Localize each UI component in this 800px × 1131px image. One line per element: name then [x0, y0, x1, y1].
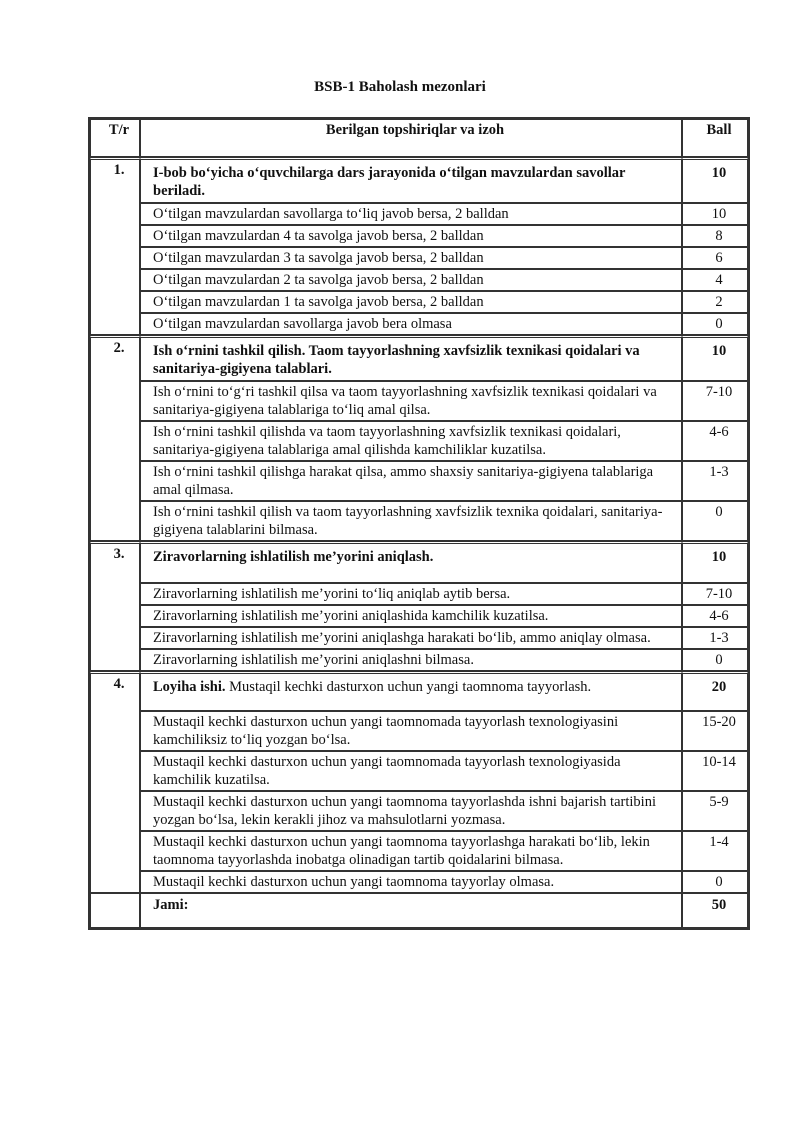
criterion-text: Ish o‘rnini tashkil qilishda va taom tayyorlashning xavfsizlik texnikasi qoidalari, sanitariya-gigiyena talablariga amal qilishda kamchiliklar kuzatilsa. [140, 421, 682, 461]
section-heading-bold: Loyiha ishi. [153, 679, 226, 695]
total-row [90, 893, 748, 928]
table-row [90, 291, 748, 313]
criterion-text: Ish o‘rnini tashkil qilish va taom tayyorlashning xavfsizlik texnika qoidalari, sanitariya-gigiyena talablarini bilmasa. [140, 501, 682, 541]
criterion-text: O‘tilgan mavzulardan savollarga javob bera olmasa [140, 313, 682, 335]
criterion-ball: 7-10 [682, 583, 748, 605]
criteria-table [88, 117, 750, 930]
criterion-text: Ish o‘rnini tashkil qilishga harakat qilsa, ammo shaxsiy sanitariya-gigiyena talablariga amal qilmasa. [140, 461, 682, 501]
section-4-head [90, 671, 748, 711]
table-row [90, 225, 748, 247]
section-number: 2. [90, 335, 140, 541]
total-ball: 50 [682, 893, 748, 928]
criterion-ball: 8 [682, 225, 748, 247]
section-ball: 10 [682, 335, 748, 381]
criterion-ball: 7-10 [682, 381, 748, 421]
criterion-text: Ziravorlarning ishlatilish me’yorini aniqlashga harakati bo‘lib, ammo aniqlay olmasa. [140, 627, 682, 649]
criterion-ball: 0 [682, 871, 748, 893]
criterion-text: O‘tilgan mavzulardan 1 ta savolga javob bersa, 2 balldan [140, 291, 682, 313]
section-number: 4. [90, 671, 140, 893]
section-3-head [90, 541, 748, 583]
table-row [90, 791, 748, 831]
criterion-ball: 1-4 [682, 831, 748, 871]
criterion-ball: 0 [682, 649, 748, 671]
table-row [90, 421, 748, 461]
section-heading: Ish o‘rnini tashkil qilish. Taom tayyorlashning xavfsizlik texnikasi qoidalari va sanitariya-gigiyena talablari. [140, 335, 682, 381]
criterion-ball: 2 [682, 291, 748, 313]
criterion-text: Ziravorlarning ishlatilish me’yorini aniqlashida kamchilik kuzatilsa. [140, 605, 682, 627]
header-description: Berilgan topshiriqlar va izoh [140, 119, 682, 157]
criterion-ball: 4-6 [682, 421, 748, 461]
section-ball: 10 [682, 157, 748, 203]
table-row [90, 313, 748, 335]
criterion-text: Mustaqil kechki dasturxon uchun yangi taomnomada tayyorlash texnologiyasini kamchiliksiz to‘liq yozgan bo‘lsa. [140, 711, 682, 751]
section-heading: Ziravorlarning ishlatilish me’yorini aniqlash. [140, 541, 682, 583]
section-heading-rest: Mustaqil kechki dasturxon uchun yangi taomnoma tayyorlash. [225, 679, 592, 695]
criterion-text: Ziravorlarning ishlatilish me’yorini aniqlashni bilmasa. [140, 649, 682, 671]
criterion-text: Mustaqil kechki dasturxon uchun yangi taomnoma tayyorlashga harakati bo‘lib, lekin taomnoma tayyorlashda inobatga olinadigan tartib qoidalarini bilmasa. [140, 831, 682, 871]
criterion-ball: 5-9 [682, 791, 748, 831]
criterion-ball: 4-6 [682, 605, 748, 627]
criterion-ball: 10-14 [682, 751, 748, 791]
section-number: 3. [90, 541, 140, 671]
criterion-ball: 15-20 [682, 711, 748, 751]
criterion-text: Mustaqil kechki dasturxon uchun yangi taomnoma tayyorlashda ishni bajarish tartibini yozgan bo‘lsa, lekin kerakli jihoz va mahsulotlarni yozmasa. [140, 791, 682, 831]
table-row [90, 461, 748, 501]
criterion-ball: 10 [682, 203, 748, 225]
criterion-ball: 1-3 [682, 627, 748, 649]
page-title: BSB-1 Baholash mezonlari [314, 79, 486, 95]
table-row [90, 649, 748, 671]
criterion-ball: 4 [682, 269, 748, 291]
table-row [90, 583, 748, 605]
table-header-row [90, 119, 748, 157]
criterion-ball: 1-3 [682, 461, 748, 501]
table-row [90, 711, 748, 751]
criterion-text: O‘tilgan mavzulardan 2 ta savolga javob bersa, 2 balldan [140, 269, 682, 291]
criterion-text: O‘tilgan mavzulardan 4 ta savolga javob bersa, 2 balldan [140, 225, 682, 247]
section-ball: 10 [682, 541, 748, 583]
section-number: 1. [90, 157, 140, 335]
table-row [90, 871, 748, 893]
table-row [90, 751, 748, 791]
criterion-ball: 0 [682, 501, 748, 541]
criterion-ball: 6 [682, 247, 748, 269]
table-row [90, 627, 748, 649]
header-ball: Ball [682, 119, 748, 157]
criterion-text: Ziravorlarning ishlatilish me’yorini to‘liq aniqlab aytib bersa. [140, 583, 682, 605]
table-row [90, 831, 748, 871]
criterion-text: O‘tilgan mavzulardan savollarga to‘liq javob bersa, 2 balldan [140, 203, 682, 225]
header-num: T/r [90, 119, 140, 157]
section-1-head [90, 157, 748, 203]
section-2-head [90, 335, 748, 381]
total-label: Jami: [140, 893, 682, 928]
criterion-text: O‘tilgan mavzulardan 3 ta savolga javob bersa, 2 balldan [140, 247, 682, 269]
criterion-text: Ish o‘rnini to‘g‘ri tashkil qilsa va taom tayyorlashning xavfsizlik texnikasi qoidalari va sanitariya-gigiyena talablariga to‘liq amal qilsa. [140, 381, 682, 421]
table-row [90, 247, 748, 269]
section-heading [140, 671, 682, 711]
section-ball: 20 [682, 671, 748, 711]
table-row [90, 501, 748, 541]
table-row [90, 269, 748, 291]
table-row [90, 203, 748, 225]
criterion-text: Mustaqil kechki dasturxon uchun yangi taomnomada tayyorlash texnologiyasida kamchilik kuzatilsa. [140, 751, 682, 791]
table-row [90, 381, 748, 421]
criterion-ball: 0 [682, 313, 748, 335]
criterion-text: Mustaqil kechki dasturxon uchun yangi taomnoma tayyorlay olmasa. [140, 871, 682, 893]
total-num-empty [90, 893, 140, 928]
table-row [90, 605, 748, 627]
section-heading: I-bob bo‘yicha o‘quvchilarga dars jarayonida o‘tilgan mavzulardan savollar beriladi. [140, 157, 682, 203]
